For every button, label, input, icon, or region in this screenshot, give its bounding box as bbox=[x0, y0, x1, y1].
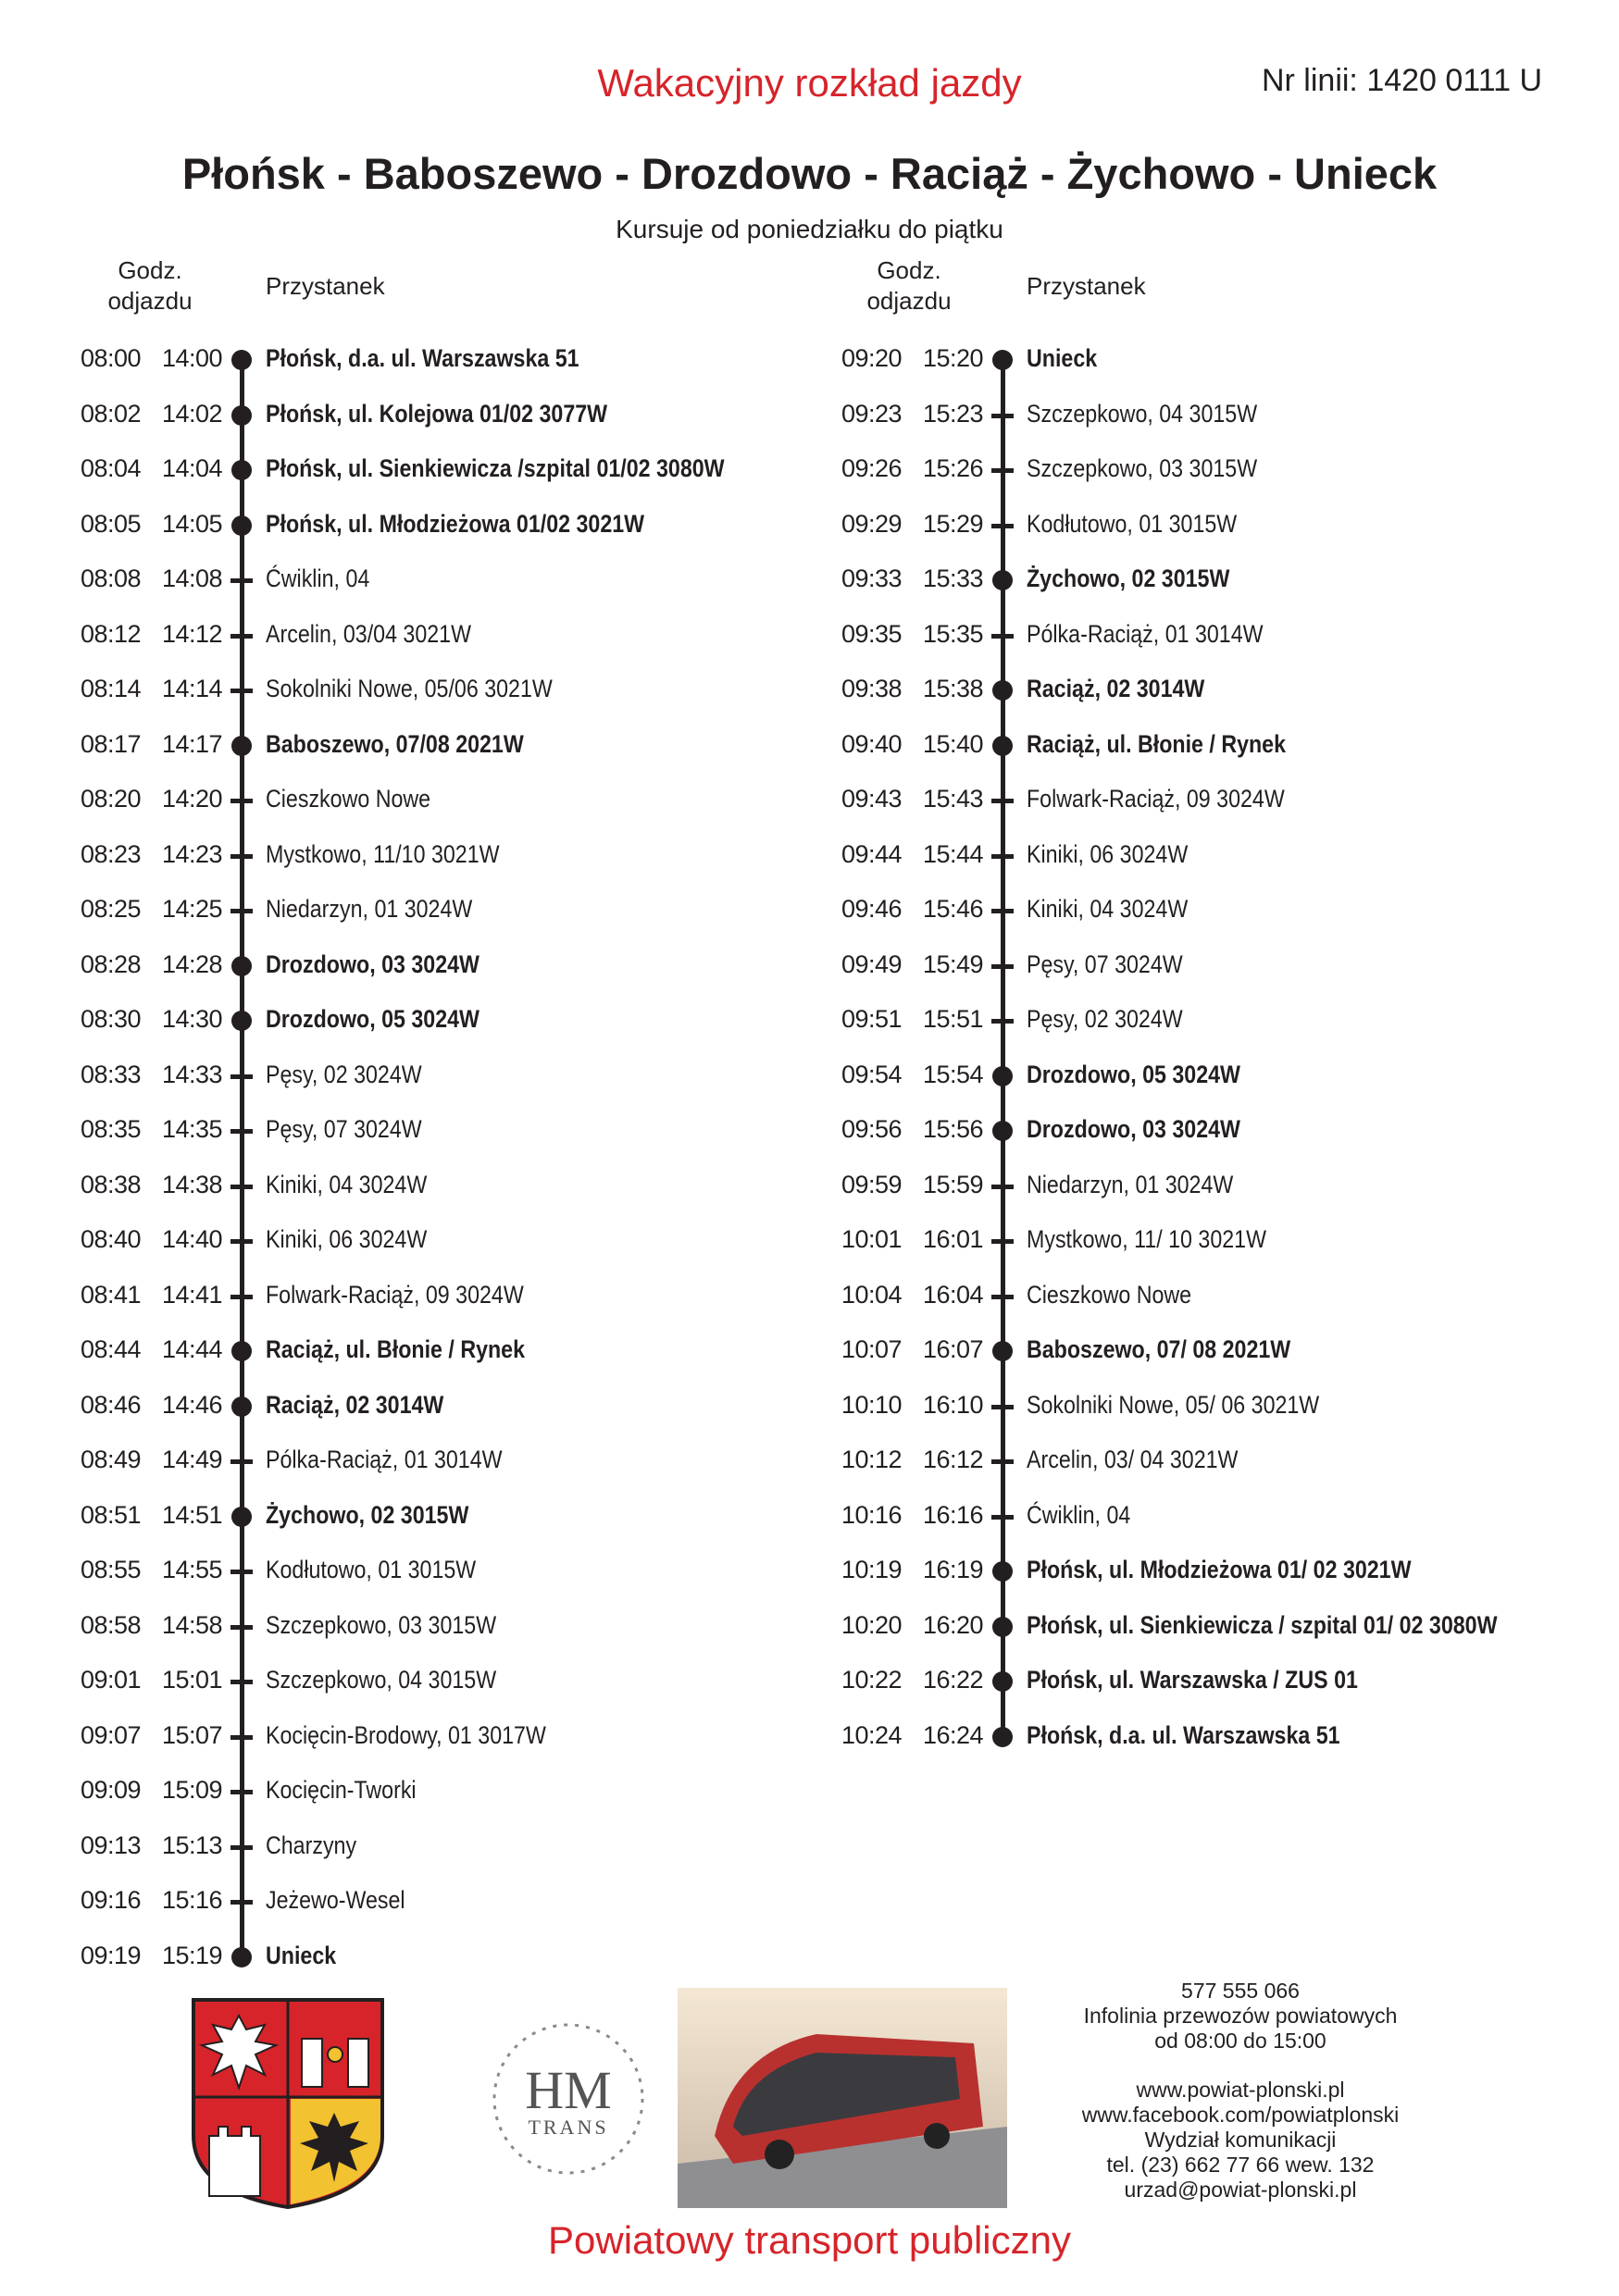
minor-stop-tick bbox=[991, 1405, 1014, 1409]
minor-stop-tick bbox=[991, 524, 1014, 528]
departure-time-1: 09:59 bbox=[841, 1170, 903, 1198]
departure-time-2: 15:40 bbox=[923, 729, 984, 758]
departure-time-1: 10:20 bbox=[841, 1610, 903, 1639]
stop-name: Charzyny bbox=[266, 1831, 357, 1859]
departure-time-2: 15:20 bbox=[923, 344, 984, 372]
stop-name: Mystkowo, 11/ 10 3021W bbox=[1027, 1225, 1266, 1253]
stop-name: Szczepkowo, 04 3015W bbox=[266, 1666, 497, 1694]
departure-time-1: 10:19 bbox=[841, 1556, 903, 1583]
timetable-row bbox=[0, 451, 1619, 488]
timetable-row bbox=[0, 781, 1619, 818]
minor-stop-tick bbox=[991, 1295, 1014, 1299]
departure-time-1: 08:58 bbox=[81, 1610, 142, 1639]
departure-time-2: 14:38 bbox=[162, 1170, 223, 1198]
right-time-header-line1: Godz. bbox=[877, 256, 941, 284]
departure-time-2: 15:54 bbox=[923, 1060, 984, 1088]
stop-name: Kocięcin-Brodowy, 01 3017W bbox=[266, 1720, 546, 1749]
timetable-row bbox=[0, 947, 1619, 984]
minor-stop-tick bbox=[991, 909, 1014, 913]
left-time-header-line1: Godz. bbox=[118, 256, 182, 284]
stop-name: Kocięcin-Tworki bbox=[266, 1776, 417, 1804]
departure-time-2: 15:07 bbox=[162, 1720, 223, 1749]
stop-name: Baboszewo, 07/08 2021W bbox=[266, 729, 524, 758]
departure-time-2: 14:14 bbox=[162, 675, 223, 702]
departure-time-1: 08:02 bbox=[81, 399, 142, 428]
stop-name: Kiniki, 06 3024W bbox=[1027, 839, 1189, 868]
stop-name: Drozdowo, 05 3024W bbox=[266, 1005, 479, 1033]
departure-time-2: 15:51 bbox=[923, 1005, 984, 1033]
timetable-row bbox=[0, 1662, 1619, 1699]
major-stop-dot bbox=[231, 1947, 252, 1967]
stop-name: Kiniki, 04 3024W bbox=[1027, 895, 1189, 923]
hm-logo-sub: TRANS bbox=[528, 2116, 609, 2139]
timetable-row bbox=[0, 1001, 1619, 1038]
major-stop-dot bbox=[992, 736, 1013, 756]
left-stop-header: Przystanek bbox=[266, 272, 385, 300]
timetable-row bbox=[0, 1772, 1619, 1809]
departure-time-2: 15:59 bbox=[923, 1170, 984, 1198]
stop-name: Ćwiklin, 04 bbox=[1027, 1500, 1131, 1529]
stop-name: Płońsk, ul. Warszawska / ZUS 01 bbox=[1027, 1666, 1358, 1694]
departure-time-1: 08:38 bbox=[81, 1170, 142, 1198]
timetable-row bbox=[0, 1167, 1619, 1204]
departure-time-1: 09:13 bbox=[81, 1831, 142, 1859]
stop-name: Pęsy, 07 3024W bbox=[266, 1115, 422, 1143]
timetable-row bbox=[0, 396, 1619, 433]
bottom-title: Powiatowy transport publiczny bbox=[548, 2218, 1071, 2262]
departure-time-1: 08:55 bbox=[81, 1556, 142, 1583]
departure-time-1: 08:28 bbox=[81, 949, 142, 978]
line-number: Nr linii: 1420 0111 U bbox=[1261, 63, 1542, 98]
stop-name: Pęsy, 02 3024W bbox=[266, 1060, 422, 1088]
stop-name: Płońsk, d.a. ul. Warszawska 51 bbox=[1027, 1720, 1340, 1749]
minor-stop-tick bbox=[230, 1900, 253, 1905]
departure-time-1: 10:12 bbox=[841, 1446, 903, 1473]
departure-time-1: 09:49 bbox=[841, 949, 903, 978]
infoline-phone: 577 555 066 bbox=[1181, 1979, 1300, 2003]
stop-name: Pólka-Raciąż, 01 3014W bbox=[1027, 619, 1264, 648]
departure-time-2: 14:23 bbox=[162, 839, 223, 868]
departure-time-1: 10:07 bbox=[841, 1335, 903, 1363]
departure-time-1: 09:46 bbox=[841, 895, 903, 923]
stop-name: Kodłutowo, 01 3015W bbox=[1027, 509, 1238, 538]
departure-time-1: 09:01 bbox=[81, 1666, 142, 1694]
major-stop-dot bbox=[992, 1561, 1013, 1582]
stop-name: Szczepkowo, 03 3015W bbox=[1027, 454, 1258, 482]
departure-time-2: 15:23 bbox=[923, 399, 984, 428]
departure-time-2: 16:04 bbox=[923, 1280, 984, 1309]
departure-time-2: 16:24 bbox=[923, 1720, 984, 1749]
departure-time-2: 15:38 bbox=[923, 675, 984, 702]
operating-days: Kursuje od poniedziałku do piątku bbox=[616, 215, 1003, 243]
infoline-hours: od 08:00 do 15:00 bbox=[1154, 2029, 1326, 2053]
major-stop-dot bbox=[992, 1671, 1013, 1692]
departure-time-2: 14:28 bbox=[162, 949, 223, 978]
stop-name: Szczepkowo, 03 3015W bbox=[266, 1610, 497, 1639]
facebook-link[interactable]: www.facebook.com/powiatplonski bbox=[1081, 2103, 1400, 2127]
right-time-header bbox=[835, 255, 983, 316]
departure-time-2: 16:20 bbox=[923, 1610, 984, 1639]
departure-time-1: 09:43 bbox=[841, 785, 903, 813]
departure-time-1: 09:26 bbox=[841, 454, 903, 482]
timetable-row bbox=[0, 671, 1619, 708]
minor-stop-tick bbox=[991, 799, 1014, 803]
minor-stop-tick bbox=[991, 1459, 1014, 1464]
departure-time-2: 14:17 bbox=[162, 729, 223, 758]
departure-time-1: 08:46 bbox=[81, 1390, 142, 1419]
stop-name: Drozdowo, 03 3024W bbox=[266, 949, 479, 978]
stop-name: Płońsk, ul. Młodzieżowa 01/ 02 3021W bbox=[1027, 1556, 1412, 1583]
departure-time-2: 14:25 bbox=[162, 895, 223, 923]
departure-time-1: 08:35 bbox=[81, 1115, 142, 1143]
major-stop-dot bbox=[992, 570, 1013, 590]
departure-time-1: 10:22 bbox=[841, 1666, 903, 1694]
departure-time-1: 08:14 bbox=[81, 675, 142, 702]
major-stop-dot bbox=[992, 1066, 1013, 1086]
departure-time-1: 08:25 bbox=[81, 895, 142, 923]
departure-time-1: 08:23 bbox=[81, 839, 142, 868]
departure-time-2: 14:02 bbox=[162, 399, 223, 428]
timetable-row bbox=[0, 1332, 1619, 1369]
timetable-row bbox=[0, 1111, 1619, 1148]
department-phone: tel. (23) 662 77 66 wew. 132 bbox=[1106, 2153, 1375, 2177]
departure-time-1: 08:51 bbox=[81, 1500, 142, 1529]
minor-stop-tick bbox=[230, 1845, 253, 1850]
timetable-row bbox=[0, 1387, 1619, 1424]
departure-time-2: 14:12 bbox=[162, 619, 223, 648]
timetable-row bbox=[0, 726, 1619, 763]
departure-time-2: 15:13 bbox=[162, 1831, 223, 1859]
departure-time-2: 15:29 bbox=[923, 509, 984, 538]
departure-time-2: 15:16 bbox=[162, 1886, 223, 1914]
stop-name: Płońsk, d.a. ul. Warszawska 51 bbox=[266, 344, 579, 372]
schedule-title: Wakacyjny rozkład jazdy bbox=[597, 61, 1022, 105]
departure-time-1: 09:35 bbox=[841, 619, 903, 648]
departure-time-2: 15:09 bbox=[162, 1776, 223, 1804]
timetable-row bbox=[0, 1718, 1619, 1755]
bus-photo bbox=[678, 1988, 1007, 2208]
departure-time-2: 15:26 bbox=[923, 454, 984, 482]
right-time-header-line2: odjazdu bbox=[866, 287, 952, 315]
stop-name: Mystkowo, 11/10 3021W bbox=[266, 839, 500, 868]
stop-name: Unieck bbox=[1027, 344, 1098, 372]
departure-time-2: 15:43 bbox=[923, 785, 984, 813]
stop-name: Ćwiklin, 04 bbox=[266, 565, 370, 592]
departure-time-2: 16:01 bbox=[923, 1225, 984, 1253]
stop-name: Arcelin, 03/ 04 3021W bbox=[1027, 1446, 1239, 1473]
departure-time-1: 09:51 bbox=[841, 1005, 903, 1033]
stop-name: Folwark-Raciąż, 09 3024W bbox=[266, 1280, 524, 1309]
departure-time-1: 08:05 bbox=[81, 509, 142, 538]
departure-time-1: 08:30 bbox=[81, 1005, 142, 1033]
departure-time-1: 10:24 bbox=[841, 1720, 903, 1749]
minor-stop-tick bbox=[230, 1790, 253, 1794]
major-stop-dot bbox=[992, 1727, 1013, 1747]
departure-time-2: 15:44 bbox=[923, 839, 984, 868]
stop-name: Pólka-Raciąż, 01 3014W bbox=[266, 1446, 503, 1473]
stop-name: Sokolniki Nowe, 05/ 06 3021W bbox=[1027, 1390, 1320, 1419]
timetable-row bbox=[0, 1497, 1619, 1534]
stop-name: Żychowo, 02 3015W bbox=[266, 1500, 469, 1529]
departure-time-1: 09:33 bbox=[841, 565, 903, 592]
stop-name: Drozdowo, 05 3024W bbox=[1027, 1060, 1240, 1088]
departure-time-2: 16:22 bbox=[923, 1666, 984, 1694]
departure-time-2: 14:44 bbox=[162, 1335, 223, 1363]
departure-time-2: 14:08 bbox=[162, 565, 223, 592]
departure-time-2: 16:12 bbox=[923, 1446, 984, 1473]
departure-time-1: 10:16 bbox=[841, 1500, 903, 1529]
email-link[interactable]: urzad@powiat-plonski.pl bbox=[1124, 2178, 1357, 2202]
stop-name: Arcelin, 03/04 3021W bbox=[266, 619, 472, 648]
departure-time-1: 09:56 bbox=[841, 1115, 903, 1143]
departure-time-2: 16:19 bbox=[923, 1556, 984, 1583]
departure-time-2: 14:30 bbox=[162, 1005, 223, 1033]
departure-time-2: 14:40 bbox=[162, 1225, 223, 1253]
departure-time-1: 08:20 bbox=[81, 785, 142, 813]
timetable-row bbox=[0, 1938, 1619, 1975]
minor-stop-tick bbox=[991, 634, 1014, 639]
departure-time-1: 08:04 bbox=[81, 454, 142, 482]
departure-time-1: 09:29 bbox=[841, 509, 903, 538]
departure-time-2: 14:49 bbox=[162, 1446, 223, 1473]
route-title: Płońsk - Baboszewo - Drozdowo - Raciąż - Żychowo - Unieck bbox=[181, 149, 1438, 198]
timetable-row bbox=[0, 837, 1619, 874]
departure-time-1: 10:04 bbox=[841, 1280, 903, 1309]
departure-time-1: 10:01 bbox=[841, 1225, 903, 1253]
departure-time-2: 14:05 bbox=[162, 509, 223, 538]
department-label: Wydział komunikacji bbox=[1144, 2128, 1337, 2152]
stop-name: Niedarzyn, 01 3024W bbox=[266, 895, 473, 923]
stop-name: Cieszkowo Nowe bbox=[266, 785, 431, 813]
stop-name: Raciąż, ul. Błonie / Rynek bbox=[266, 1335, 526, 1363]
departure-time-1: 08:00 bbox=[81, 344, 142, 372]
contact-info bbox=[1046, 1979, 1435, 2203]
departure-time-1: 10:10 bbox=[841, 1390, 903, 1419]
stop-name: Unieck bbox=[266, 1941, 337, 1969]
minor-stop-tick bbox=[991, 1515, 1014, 1520]
departure-time-2: 14:51 bbox=[162, 1500, 223, 1529]
stop-name: Folwark-Raciąż, 09 3024W bbox=[1027, 785, 1285, 813]
stop-name: Drozdowo, 03 3024W bbox=[1027, 1115, 1240, 1143]
departure-time-2: 14:58 bbox=[162, 1610, 223, 1639]
timetable-row bbox=[0, 1442, 1619, 1479]
stop-name: Kiniki, 04 3024W bbox=[266, 1170, 428, 1198]
website-link[interactable]: www.powiat-plonski.pl bbox=[1136, 2078, 1345, 2102]
timetable-row bbox=[0, 1828, 1619, 1865]
departure-time-2: 16:16 bbox=[923, 1500, 984, 1529]
stop-name: Kodłutowo, 01 3015W bbox=[266, 1556, 477, 1583]
departure-time-1: 09:20 bbox=[841, 344, 903, 372]
stop-name: Płońsk, ul. Młodzieżowa 01/02 3021W bbox=[266, 509, 645, 538]
major-stop-dot bbox=[992, 680, 1013, 701]
stop-name: Niedarzyn, 01 3024W bbox=[1027, 1170, 1234, 1198]
major-stop-dot bbox=[992, 350, 1013, 370]
stop-name: Sokolniki Nowe, 05/06 3021W bbox=[266, 675, 553, 702]
stop-name: Płońsk, ul. Kolejowa 01/02 3077W bbox=[266, 399, 608, 428]
departure-time-1: 08:41 bbox=[81, 1280, 142, 1309]
stop-name: Baboszewo, 07/ 08 2021W bbox=[1027, 1335, 1291, 1363]
stop-name: Pęsy, 07 3024W bbox=[1027, 949, 1183, 978]
departure-time-2: 14:46 bbox=[162, 1390, 223, 1419]
right-stop-header: Przystanek bbox=[1027, 272, 1146, 300]
departure-time-1: 09:40 bbox=[841, 729, 903, 758]
stop-name: Szczepkowo, 04 3015W bbox=[1027, 399, 1258, 428]
departure-time-1: 09:09 bbox=[81, 1776, 142, 1804]
departure-time-1: 08:08 bbox=[81, 565, 142, 592]
minor-stop-tick bbox=[991, 1185, 1014, 1189]
departure-time-2: 15:56 bbox=[923, 1115, 984, 1143]
departure-time-2: 14:00 bbox=[162, 344, 223, 372]
stop-name: Raciąż, 02 3014W bbox=[266, 1390, 444, 1419]
minor-stop-tick bbox=[991, 964, 1014, 969]
stop-name: Żychowo, 02 3015W bbox=[1027, 565, 1230, 592]
departure-time-2: 15:49 bbox=[923, 949, 984, 978]
stop-name: Pęsy, 02 3024W bbox=[1027, 1005, 1183, 1033]
stop-name: Raciąż, ul. Błonie / Rynek bbox=[1027, 729, 1287, 758]
departure-time-2: 14:35 bbox=[162, 1115, 223, 1143]
stop-name: Jeżewo-Wesel bbox=[266, 1886, 405, 1914]
departure-time-2: 16:07 bbox=[923, 1335, 984, 1363]
minor-stop-tick bbox=[991, 1019, 1014, 1024]
departure-time-2: 15:35 bbox=[923, 619, 984, 648]
departure-time-1: 08:40 bbox=[81, 1225, 142, 1253]
departure-time-1: 09:44 bbox=[841, 839, 903, 868]
departure-time-1: 08:49 bbox=[81, 1446, 142, 1473]
departure-time-1: 09:38 bbox=[841, 675, 903, 702]
hm-logo-text: HM bbox=[525, 2060, 612, 2120]
departure-time-2: 16:10 bbox=[923, 1390, 984, 1419]
departure-time-2: 14:04 bbox=[162, 454, 223, 482]
timetable-row bbox=[0, 341, 1619, 378]
departure-time-2: 14:55 bbox=[162, 1556, 223, 1583]
minor-stop-tick bbox=[991, 1239, 1014, 1244]
departure-time-1: 09:23 bbox=[841, 399, 903, 428]
departure-time-1: 09:54 bbox=[841, 1060, 903, 1088]
departure-time-2: 15:46 bbox=[923, 895, 984, 923]
departure-time-1: 09:16 bbox=[81, 1886, 142, 1914]
departure-time-1: 09:19 bbox=[81, 1941, 142, 1969]
timetable-row bbox=[0, 1277, 1619, 1314]
left-time-header bbox=[76, 255, 224, 316]
departure-time-2: 14:20 bbox=[162, 785, 223, 813]
departure-time-2: 14:33 bbox=[162, 1060, 223, 1088]
minor-stop-tick bbox=[991, 854, 1014, 859]
hm-trans-logo bbox=[487, 2017, 650, 2180]
departure-time-1: 08:44 bbox=[81, 1335, 142, 1363]
timetable-row bbox=[0, 1552, 1619, 1589]
timetable-row bbox=[0, 1057, 1619, 1094]
stop-name: Płońsk, ul. Sienkiewicza /szpital 01/02 3080W bbox=[266, 454, 725, 482]
departure-time-1: 08:17 bbox=[81, 729, 142, 758]
departure-time-2: 15:01 bbox=[162, 1666, 223, 1694]
major-stop-dot bbox=[992, 1121, 1013, 1141]
minor-stop-tick bbox=[991, 468, 1014, 473]
timetable-row bbox=[0, 616, 1619, 653]
departure-time-2: 14:41 bbox=[162, 1280, 223, 1309]
major-stop-dot bbox=[992, 1341, 1013, 1361]
departure-time-1: 09:07 bbox=[81, 1720, 142, 1749]
timetable-row bbox=[0, 561, 1619, 598]
departure-time-1: 08:33 bbox=[81, 1060, 142, 1088]
departure-time-2: 15:33 bbox=[923, 565, 984, 592]
stop-name: Płońsk, ul. Sienkiewicza / szpital 01/ 02 3080W bbox=[1027, 1610, 1498, 1639]
major-stop-dot bbox=[992, 1617, 1013, 1637]
stop-name: Kiniki, 06 3024W bbox=[266, 1225, 428, 1253]
timetable-row bbox=[0, 1882, 1619, 1919]
departure-time-1: 08:12 bbox=[81, 619, 142, 648]
timetable-row bbox=[0, 1222, 1619, 1259]
timetable-row bbox=[0, 891, 1619, 928]
timetable-row bbox=[0, 506, 1619, 543]
stop-name: Cieszkowo Nowe bbox=[1027, 1280, 1192, 1309]
stop-name: Raciąż, 02 3014W bbox=[1027, 675, 1205, 702]
timetable-row bbox=[0, 1607, 1619, 1644]
departure-time-2: 15:19 bbox=[162, 1941, 223, 1969]
coat-of-arms-icon bbox=[191, 1997, 385, 2210]
infoline-label: Infolinia przewozów powiatowych bbox=[1083, 2004, 1398, 2028]
left-time-header-line2: odjazdu bbox=[107, 287, 193, 315]
minor-stop-tick bbox=[991, 414, 1014, 418]
